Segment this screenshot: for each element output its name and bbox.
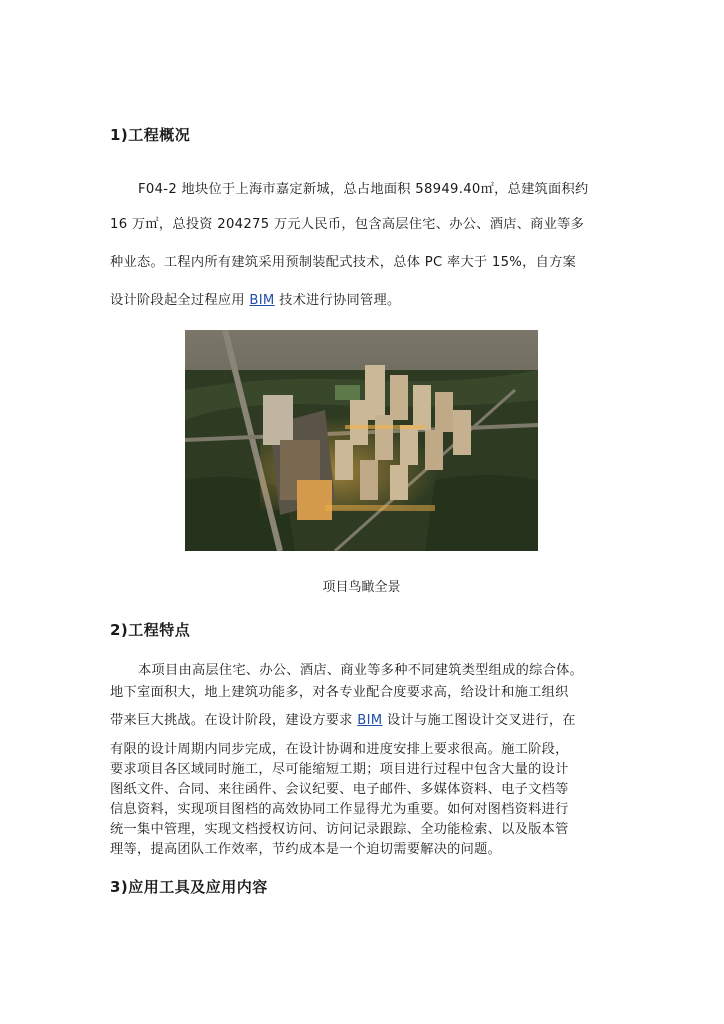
s2-line-5 (110, 758, 569, 777)
s2-line-1 (138, 659, 583, 678)
s2-line-8 (110, 818, 569, 837)
s1-line-2-text: 16 万㎡，总投资 204275 万元人民币，包含高层住宅、办公、酒店、商业等多 (110, 217, 585, 232)
s1-line-1-text: F04-2 地块位于上海市嘉定新城，总占地面积 58949.40㎡，总建筑面积约 (138, 182, 589, 197)
s2-line-9 (110, 838, 501, 857)
s1-line-3 (110, 251, 576, 270)
s1-line-1 (138, 178, 589, 197)
s1-line-4-text-a: 设计阶段起全过程应用 (110, 293, 250, 308)
section-1-heading: 1)工程概况 (110, 126, 191, 144)
s2-line-1-text: 本项目由高层住宅、办公、酒店、商业等多种不同建筑类型组成的综合体。 (138, 663, 584, 678)
s1-line-4 (110, 289, 400, 308)
bim-link-1[interactable]: BIM (249, 293, 275, 308)
s2-line-3-text-b: 设计与施工图设计交叉进行，在 (382, 713, 576, 728)
s2-line-3 (110, 709, 576, 728)
figure-caption: 项目鸟瞰全景 (322, 580, 401, 595)
s1-line-3-text: 种业态。工程内所有建筑采用预制装配式技术，总体 PC 率大于 15%，自方案 (110, 255, 577, 270)
s1-line-4-text-b: 技术进行协同管理。 (274, 293, 401, 308)
s2-line-5-text: 要求项目各区域同时施工，尽可能缩短工期；项目进行过程中包含大量的设计 (110, 762, 569, 777)
s1-line-2 (110, 213, 584, 232)
s2-line-8-text: 统一集中管理，实现文档授权访问、访问记录跟踪、全功能检索、以及版本管 (110, 822, 569, 837)
s2-line-9-text: 理等，提高团队工作效率，节约成本是一个迫切需要解决的问题。 (110, 842, 502, 857)
s2-line-2 (110, 681, 569, 700)
aerial-rendering (185, 330, 538, 551)
s2-line-3-text-a: 带来巨大挑战。在设计阶段，建设方要求 (110, 713, 358, 728)
s2-line-7-text: 信息资料，实现项目图档的高效协同工作显得尤为重要。如何对图档资料进行 (110, 802, 569, 817)
s2-line-4 (110, 738, 569, 757)
section-3-heading: 3)应用工具及应用内容 (110, 878, 268, 896)
bim-link-2[interactable]: BIM (357, 713, 383, 728)
aerial-photo (185, 330, 538, 551)
s2-line-4-text: 有限的设计周期内同步完成，在设计协调和进度安排上要求很高。施工阶段， (110, 742, 569, 757)
section-2-heading: 2)工程特点 (110, 621, 191, 639)
s2-line-2-text: 地下室面积大，地上建筑功能多，对各专业配合度要求高，给设计和施工组织 (110, 685, 569, 700)
s2-line-7 (110, 798, 569, 817)
s2-line-6-text: 图纸文件、合同、来往函件、会议纪要、电子邮件、多媒体资料、电子文档等 (110, 782, 569, 797)
s2-line-6 (110, 778, 569, 797)
